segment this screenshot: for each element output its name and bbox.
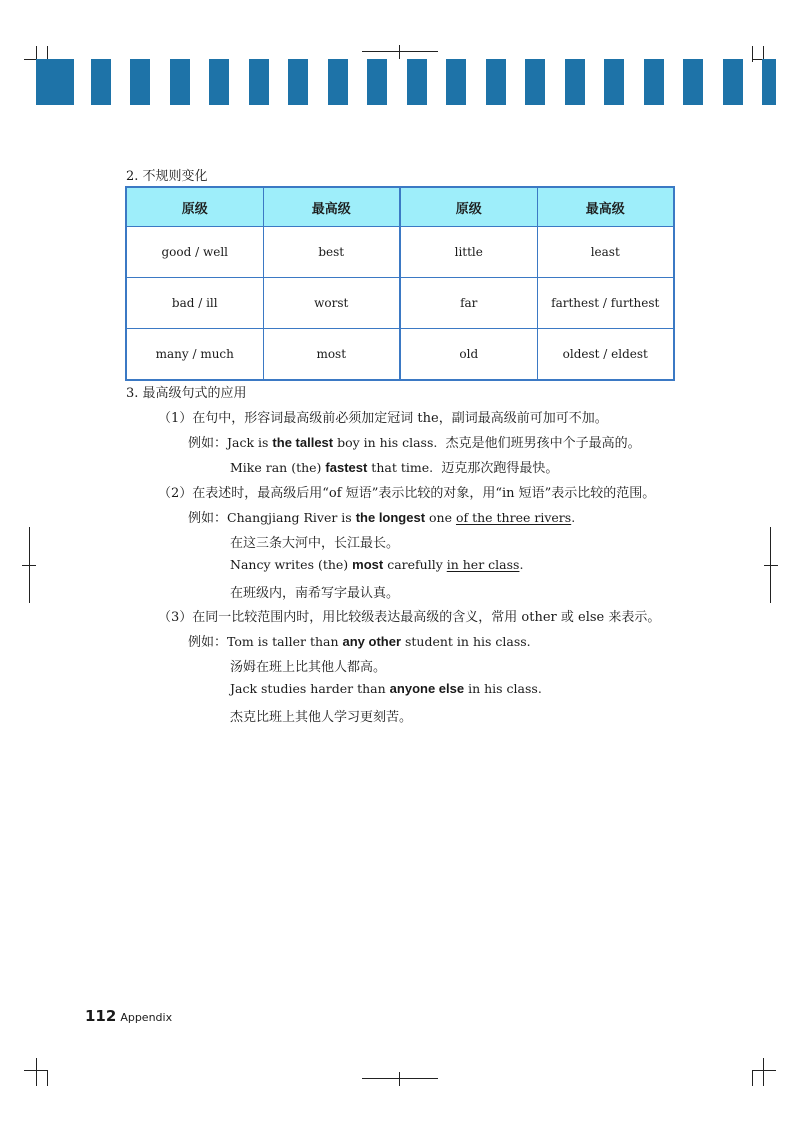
example-text: . (519, 557, 524, 572)
header-stripe (525, 59, 545, 105)
header-stripe (288, 59, 308, 105)
example-3b-translation: 杰克比班上其他人学习更刻苦。 (230, 710, 413, 725)
example-translation: 杰克是他们班男孩中个子最高的。 (445, 436, 641, 451)
example-bold: any other (342, 634, 402, 649)
irregular-superlatives-table (125, 186, 675, 381)
header-stripe (209, 59, 229, 105)
example-2a-translation: 在这三条大河中，长江最长。 (230, 536, 400, 551)
table-cell: many / much (126, 329, 263, 381)
example-2a (188, 507, 575, 526)
example-3a-translation: 汤姆在班上比其他人都高。 (230, 660, 387, 675)
example-underline: of the three rivers (455, 510, 572, 525)
header-stripe (762, 59, 776, 105)
example-label: 例如： (188, 635, 228, 650)
example-1b (230, 457, 558, 476)
header-stripe (723, 59, 743, 105)
example-text: Jack studies harder than (230, 681, 390, 696)
rule-1: （1）在句中，形容词最高级前必须加定冠词 the，副词最高级前可加可不加。 (158, 411, 608, 426)
header-positive: 原级 (126, 187, 263, 227)
header-stripe (407, 59, 427, 105)
rule-2: （2）在表述时，最高级后用“of 短语”表示比较的对象，用“in 短语”表示比较的范围。 (158, 486, 656, 501)
example-text: Changjiang River is (227, 510, 356, 525)
example-text: one (425, 510, 456, 525)
footer-label: Appendix (120, 1011, 173, 1024)
example-underline: in her class (446, 557, 520, 572)
example-bold: most (352, 557, 384, 572)
example-3b (230, 681, 542, 697)
header-stripe (683, 59, 703, 105)
header-positive: 原级 (400, 187, 537, 227)
example-3a (188, 631, 531, 650)
example-text: . (571, 510, 576, 525)
table-row (126, 278, 674, 329)
example-translation: 迈克那次跑得最快。 (441, 461, 559, 476)
example-bold: anyone else (389, 681, 465, 696)
table-row (126, 227, 674, 278)
header-superlative: 最高级 (537, 187, 674, 227)
example-text: Mike ran (the) (230, 460, 326, 475)
table-cell: old (400, 329, 537, 381)
example-text: Tom is taller than (227, 634, 343, 649)
table-cell: good / well (126, 227, 263, 278)
example-text: boy in his class. (333, 435, 438, 450)
header-stripe (565, 59, 585, 105)
example-text: in his class. (464, 681, 542, 696)
header-stripe (91, 59, 111, 105)
example-1a (188, 432, 641, 451)
page-number: 112 (85, 1007, 117, 1025)
header-stripe (328, 59, 348, 105)
table-cell: little (400, 227, 537, 278)
table-cell: far (400, 278, 537, 329)
example-label: 例如： (188, 511, 228, 526)
header-stripe (170, 59, 190, 105)
example-text: carefully (383, 557, 447, 572)
example-label: 例如： (188, 436, 228, 451)
table-cell: least (537, 227, 674, 278)
example-text: that time. (367, 460, 434, 475)
example-text: Jack is (227, 435, 273, 450)
header-stripe (36, 59, 74, 105)
table-cell: oldest / eldest (537, 329, 674, 381)
table-cell: best (263, 227, 400, 278)
section-3-title: 3. 最高级句式的应用 (126, 386, 247, 401)
header-superlative: 最高级 (263, 187, 400, 227)
rule-3: （3）在同一比较范围内时，用比较级表达最高级的含义，常用 other 或 else 来表示。 (158, 610, 661, 625)
example-bold: the tallest (272, 435, 334, 450)
example-2b-translation: 在班级内，南希写字最认真。 (230, 586, 400, 601)
table-row (126, 329, 674, 381)
header-stripe (486, 59, 506, 105)
example-text: student in his class. (401, 634, 531, 649)
header-stripe (446, 59, 466, 105)
example-bold: fastest (325, 460, 368, 475)
example-2b (230, 557, 523, 573)
table-cell: most (263, 329, 400, 381)
section-2-title: 2. 不规则变化 (126, 169, 208, 184)
header-stripe (644, 59, 664, 105)
example-text: Nancy writes (the) (230, 557, 353, 572)
header-stripe (367, 59, 387, 105)
table-cell: worst (263, 278, 400, 329)
table-cell: farthest / furthest (537, 278, 674, 329)
table-header-row (126, 187, 674, 227)
header-stripe (604, 59, 624, 105)
page-footer (85, 1006, 172, 1025)
header-stripe (130, 59, 150, 105)
table-cell: bad / ill (126, 278, 263, 329)
header-stripe (249, 59, 269, 105)
example-bold: the longest (355, 510, 426, 525)
header-stripes (36, 59, 776, 105)
